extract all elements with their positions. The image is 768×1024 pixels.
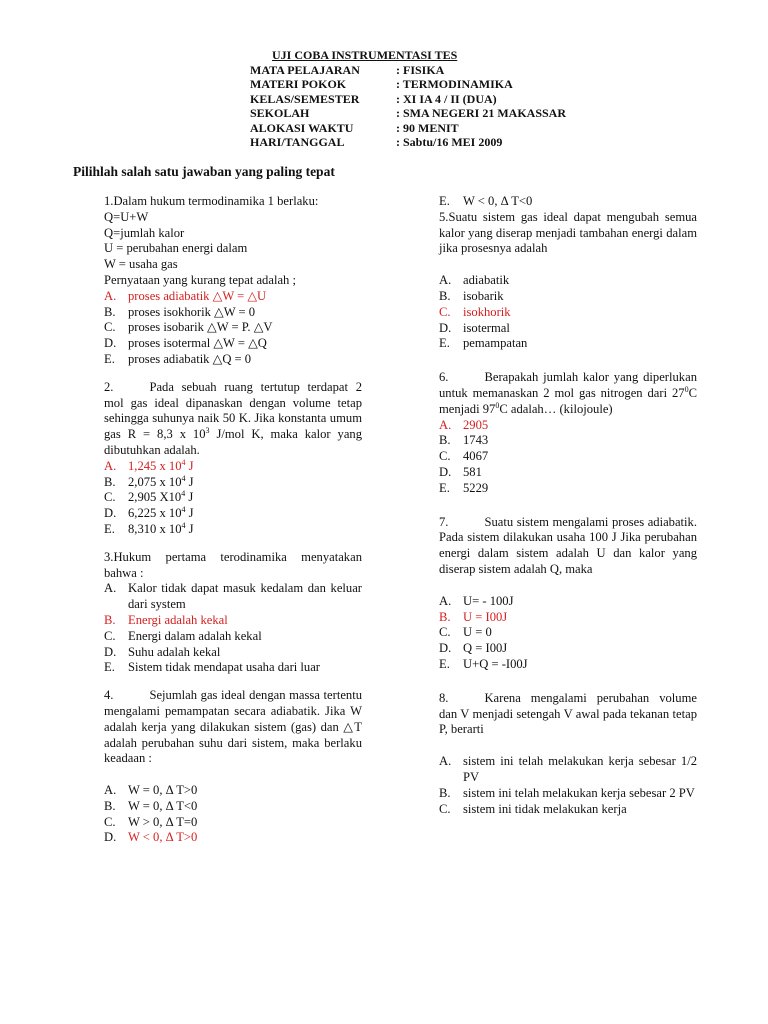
header-row <box>250 63 566 78</box>
option-a: A. 1,245 x $10^4$ J <box>104 457 194 473</box>
question-4-continued <box>439 194 697 210</box>
option-d: D. isotermal <box>439 320 510 335</box>
option-e: E. U+Q = -I00J <box>439 656 528 671</box>
question-text: Pernyataan yang kurang tepat adalah ; <box>104 272 296 287</box>
question-text: Q=jumlah kalor <box>104 225 185 240</box>
right-column <box>439 194 697 829</box>
question-6 <box>439 370 697 496</box>
option-e: E. 8,310 x $10^4$ J <box>104 520 194 536</box>
option-b: B. isobarik <box>439 288 504 303</box>
test-header <box>250 48 566 150</box>
option-b: B. sistem ini telah melakukan kerja sebesar 2 PV <box>439 785 695 800</box>
option-b: B. U = I00J <box>439 609 508 624</box>
option-c: C. sistem ini tidak melakukan kerja <box>439 801 627 816</box>
header-label: SEKOLAH <box>250 106 310 120</box>
option-b: B. 1743 <box>439 433 489 448</box>
option-e: E. proses adiabatik △Q = 0 <box>104 351 252 366</box>
question-text: 3.Hukum pertama terodinamika menyatakan bahwa : <box>104 549 362 580</box>
test-title: UJI COBA INSTRUMENTASI TES <box>272 48 458 62</box>
option-b: B. W = 0, Δ T<0 <box>104 798 198 813</box>
question-2 <box>104 380 362 538</box>
header-value: : TERMODINAMIKA <box>396 77 513 91</box>
option-a: A. adiabatik <box>439 273 510 288</box>
option-d: D. W < 0, Δ T>0 <box>104 830 198 845</box>
header-label: ALOKASI WAKTU <box>250 120 354 135</box>
option-d: D. Suhu adalah kekal <box>104 644 221 659</box>
header-row <box>250 92 566 107</box>
instruction: Pilihlah salah satu jawaban yang paling tepat <box>73 164 335 179</box>
option-e: E. pemampatan <box>439 336 528 351</box>
option-c: C. proses isobarik △W = P. △V <box>104 320 273 335</box>
question-text: 7. Suatu sistem mengalami proses adiabatik. Pada sistem dilakukan usaha 100 J Jika perubahan energi dalam sistem adalah U dan kalor yang diserap sistem adalah Q, maka <box>439 514 697 576</box>
option-e: E. W < 0, Δ T<0 <box>439 194 533 208</box>
question-text: Q=U+W <box>104 209 149 224</box>
header-row <box>250 135 566 150</box>
left-column <box>104 194 362 858</box>
question-8 <box>439 691 697 818</box>
header-row <box>250 77 566 92</box>
option-d: D. 6,225 x $10^4$ J <box>104 504 194 521</box>
header-label: KELAS/SEMESTER <box>250 91 360 106</box>
question-text: 1.Dalam hukum termodinamika 1 berlaku: <box>104 194 319 208</box>
option-c: C. 4067 <box>439 449 489 464</box>
option-d: D. Q = I00J <box>439 641 508 656</box>
option-a: A. proses adiabatik △W = △U <box>104 288 267 303</box>
option-a: A. U= - 100J <box>439 593 514 608</box>
header-row <box>250 121 566 136</box>
header-label: MATA PELAJARAN <box>250 62 360 77</box>
question-text: 6. Berapakah jumlah kalor yang diperlukan untuk memanaskan 2 mol gas nitrogen dari $27^0C$ menjadi $97^0C$ adalah… (kilojoule) <box>439 370 697 416</box>
question-text: 8. Karena mengalami perubahan volume dan V menjadi setengah V awal pada tekanan tetap P, berarti <box>439 690 697 737</box>
option-d: D. 581 <box>439 464 482 479</box>
question-text: 2. Pada sebuah ruang tertutup terdapat 2 mol gas ideal dipanaskan dengan volume tetap sehingga suhunya naik 50 K. Jika konstanta umum gas R = 8,3 x $10^3$ J/mol K, maka kalor yang dibutuhkan adalah. <box>104 379 362 457</box>
option-a: A. 2905 <box>439 417 489 432</box>
option-e: E. 5229 <box>439 480 489 495</box>
header-value: : FISIKA <box>396 62 445 77</box>
option-d: D. proses isotermal △W = △Q <box>104 336 267 351</box>
header-row <box>250 106 566 121</box>
option-c: C. isokhorik <box>439 304 511 319</box>
option-c: C. W > 0, Δ T=0 <box>104 814 198 829</box>
header-value: : 90 MENIT <box>396 120 459 135</box>
header-value: : Sabtu/16 MEI 2009 <box>396 135 503 149</box>
header-label: HARI/TANGGAL <box>250 135 345 149</box>
option-c: C. Energi dalam adalah kekal <box>104 628 262 643</box>
option-b: B. 2,075 x $10^4$ J <box>104 473 194 489</box>
question-1 <box>104 194 362 368</box>
option-e: E. Sistem tidak mendapat usaha dari luar <box>104 660 320 675</box>
option-b: B. Energi adalah kekal <box>104 612 228 627</box>
option-a: A. sistem ini telah melakukan kerja sebesar 1/2 PV <box>439 754 697 784</box>
option-a: A. Kalor tidak dapat masuk kedalam dan keluar dari system <box>104 581 362 612</box>
question-3 <box>104 550 362 676</box>
question-text: W = usaha gas <box>104 257 178 272</box>
question-text: 5.Suatu sistem gas ideal dapat mengubah semua kalor yang diserap menjadi tambahan energi dalam jika prosesnya adalah <box>439 209 697 256</box>
header-value: : XI IA 4 / II (DUA) <box>396 91 497 106</box>
option-c: C. 2,905 $X10^4$ J <box>104 489 194 505</box>
question-text: 4. Sejumlah gas ideal dengan massa tertentu mengalami pemampatan secara adiabatik. Jika W adalah kerja yang dilakukan sistem (gas) dan △T adalah perubahan suhu dari sistem, maka berlaku keadaan : <box>104 688 362 766</box>
question-5 <box>439 210 697 352</box>
header-value: : SMA NEGERI 21 MAKASSAR <box>396 106 567 120</box>
question-7 <box>439 515 697 673</box>
question-text: U = perubahan energi dalam <box>104 241 248 256</box>
option-b: B. proses isokhorik △W = 0 <box>104 304 256 319</box>
header-label: MATERI POKOK <box>250 77 347 91</box>
option-c: C. U = 0 <box>439 625 492 640</box>
question-4 <box>104 688 362 846</box>
option-a: A. W = 0, Δ T>0 <box>104 783 198 798</box>
